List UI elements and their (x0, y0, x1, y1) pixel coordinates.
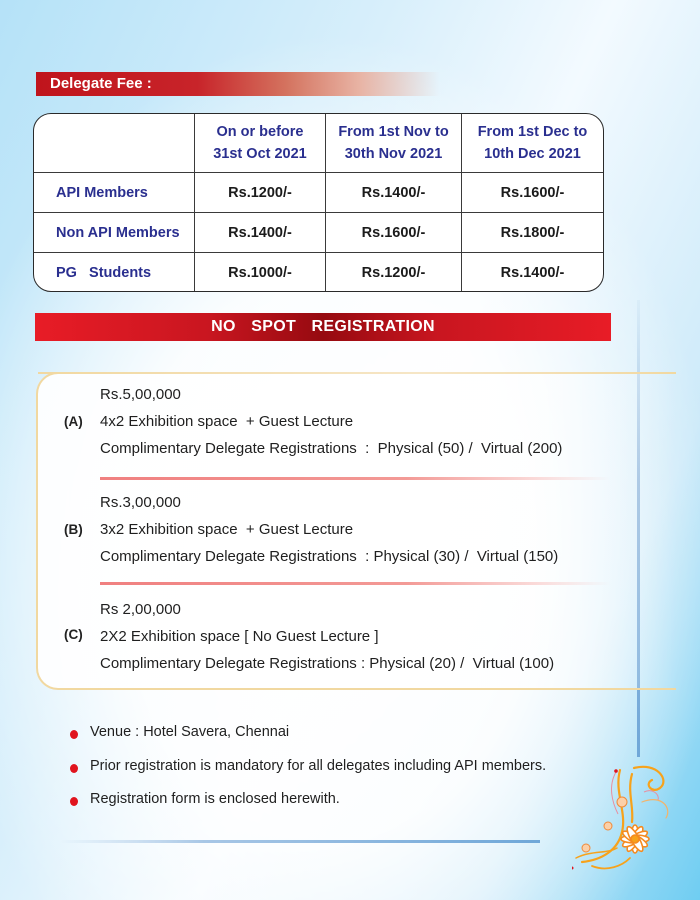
note-text: Prior registration is mandatory for all delegates including API members. (90, 758, 547, 774)
column-header-line: 31st Oct 2021 (213, 146, 307, 162)
tier-complimentary: Complimentary Delegate Registrations : Physical (20) / Virtual (100) (100, 655, 555, 672)
tier-complimentary: Complimentary Delegate Registrations : Physical (50) / Virtual (200) (100, 440, 563, 457)
fee-cell: Rs.1200/- (195, 173, 326, 213)
note-text: Venue : Hotel Savera, Chennai (90, 724, 290, 740)
column-header-dec (462, 114, 604, 173)
fee-cell: Rs.1000/- (195, 253, 326, 293)
row-label: Non API Members (34, 213, 195, 253)
column-header-line: From 1st Dec to (477, 124, 588, 140)
tier-letter: (A) (64, 414, 83, 429)
tier-space: 3x2 Exhibition space + Guest Lecture (100, 521, 354, 538)
tier-divider (100, 477, 610, 480)
fee-cell: Rs.1400/- (195, 213, 326, 253)
column-header-line: 30th Nov 2021 (344, 146, 443, 162)
row-label: API Members (34, 173, 195, 213)
sponsorship-tiers-box (36, 372, 676, 690)
fee-cell: Rs.1800/- (462, 213, 604, 253)
column-header-line: 10th Dec 2021 (484, 146, 581, 162)
table-row (34, 173, 603, 213)
column-header-nov (326, 114, 462, 173)
row-label: PG Students (34, 253, 195, 293)
delegate-fee-title: Delegate Fee : (50, 75, 152, 92)
tier-letter: (C) (64, 627, 83, 642)
fee-cell: Rs.1400/- (326, 173, 462, 213)
column-header-line: From 1st Nov to (338, 124, 449, 140)
tier-amount: Rs.3,00,000 (100, 494, 181, 511)
column-header-early (195, 114, 326, 173)
delegate-fee-heading (36, 72, 440, 96)
fee-cell: Rs.1200/- (326, 253, 462, 293)
fee-cell: Rs.1400/- (462, 253, 604, 293)
tier-divider (100, 582, 610, 585)
table-row (34, 213, 603, 253)
fee-table-corner-cell (34, 114, 195, 173)
bullet-icon (70, 797, 78, 806)
note-text: Registration form is enclosed herewith. (90, 791, 340, 807)
no-spot-registration-banner (35, 313, 611, 341)
floral-ornament-icon (572, 762, 692, 882)
no-spot-registration-text: NO SPOT REGISTRATION (211, 318, 435, 335)
tier-space: 4x2 Exhibition space + Guest Lecture (100, 413, 354, 430)
delegate-fee-table (33, 113, 604, 292)
tier-space: 2X2 Exhibition space [ No Guest Lecture ] (100, 628, 379, 645)
fee-table-header-row (34, 114, 603, 173)
tier-amount: Rs 2,00,000 (100, 601, 181, 618)
bullet-icon (70, 730, 78, 739)
fee-table (34, 114, 603, 292)
table-row (34, 253, 603, 293)
fee-cell: Rs.1600/- (462, 173, 604, 213)
fee-cell: Rs.1600/- (326, 213, 462, 253)
bullet-icon (70, 764, 78, 773)
tier-amount: Rs.5,00,000 (100, 386, 181, 403)
horizontal-divider-line (60, 840, 540, 843)
tier-complimentary: Complimentary Delegate Registrations : Physical (30) / Virtual (150) (100, 548, 559, 565)
tier-letter: (B) (64, 522, 83, 537)
column-header-line: On or before (216, 124, 304, 140)
